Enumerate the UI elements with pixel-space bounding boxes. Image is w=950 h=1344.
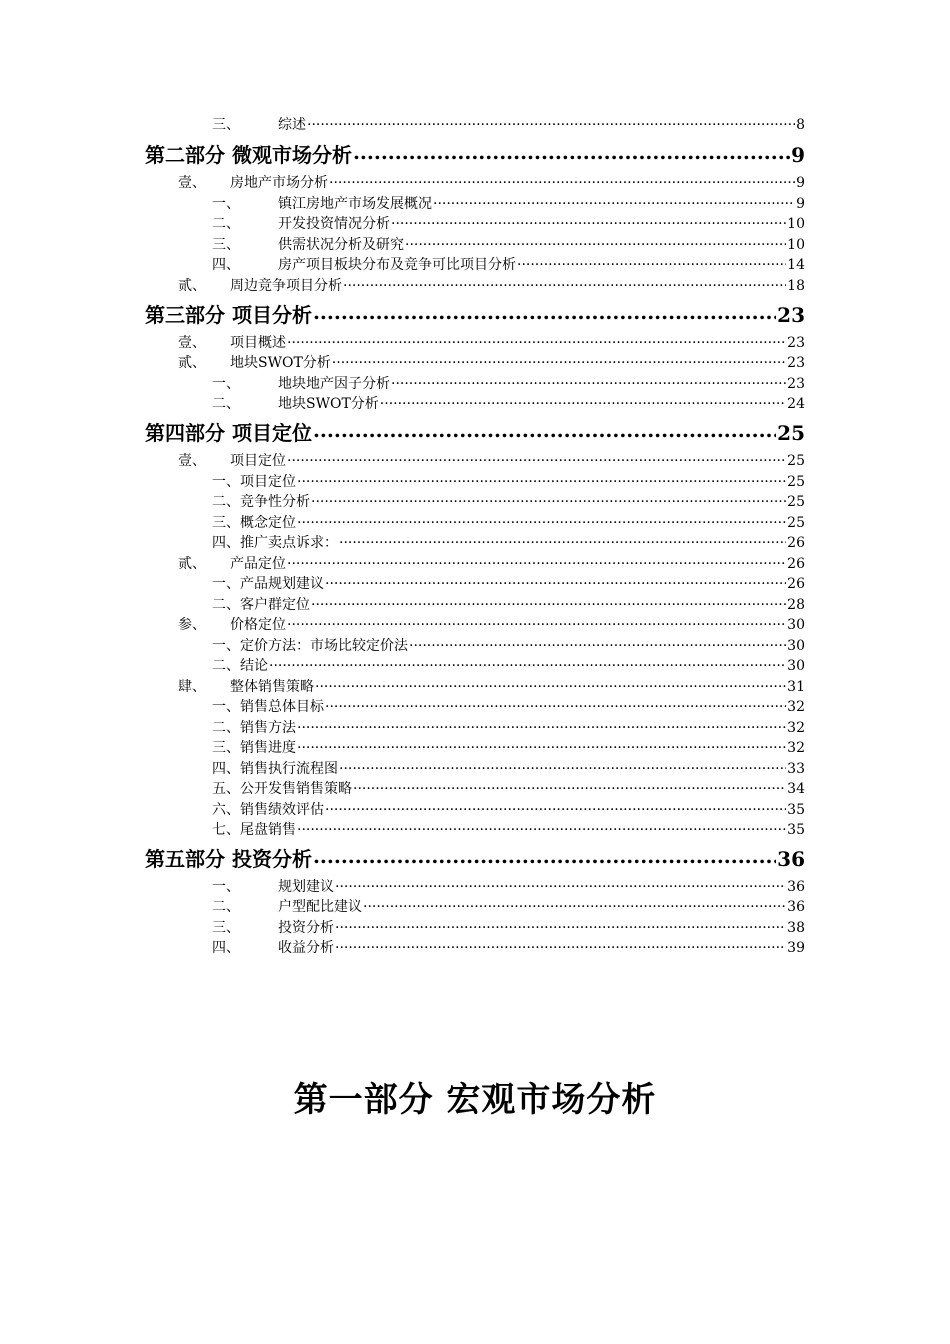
toc-text: 收益分析 — [278, 940, 334, 956]
toc-text: 一、销售总体目标 — [212, 699, 324, 715]
toc-entry[interactable] — [212, 255, 805, 275]
toc-page: 25 — [777, 421, 805, 445]
toc-text: 二、竞争性分析 — [212, 494, 310, 510]
toc-leader — [269, 656, 786, 670]
toc-page: 23 — [787, 355, 805, 371]
toc-page: 26 — [787, 576, 805, 592]
toc-leader — [353, 142, 790, 162]
toc-leader — [287, 451, 786, 465]
toc-text: 二、结论 — [212, 658, 268, 674]
toc-text: 第五部分 投资分析 — [145, 847, 312, 871]
toc-entry[interactable] — [178, 677, 805, 697]
toc-index: 贰、 — [178, 355, 206, 371]
toc-leader — [517, 255, 786, 269]
toc-text: 二、销售方法 — [212, 720, 296, 736]
toc-page: 35 — [787, 802, 805, 818]
toc-index: 二、 — [212, 899, 240, 915]
toc-entry[interactable] — [212, 115, 805, 135]
toc-index: 参、 — [178, 617, 206, 633]
toc-entry[interactable] — [178, 554, 805, 574]
toc-leader — [313, 420, 776, 440]
toc-page: 10 — [787, 216, 805, 232]
toc-page: 26 — [787, 556, 805, 572]
toc-text: 四、推广卖点诉求： — [212, 535, 338, 551]
toc-text: 二、客户群定位 — [212, 597, 310, 613]
toc-leader — [405, 235, 786, 249]
toc-index: 壹、 — [178, 175, 206, 191]
toc-page: 10 — [787, 237, 805, 253]
toc-leader — [409, 636, 786, 650]
toc-leader — [287, 554, 786, 568]
toc-text: 镇江房地产市场发展概况 — [278, 196, 432, 212]
toc-entry[interactable] — [212, 394, 805, 414]
toc-text: 投资分析 — [278, 920, 334, 936]
toc-leader — [329, 173, 795, 187]
toc-page: 9 — [791, 143, 805, 167]
toc-entry[interactable] — [178, 173, 805, 193]
toc-page: 24 — [787, 396, 805, 412]
toc-leader — [335, 918, 786, 932]
toc-text: 价格定位 — [230, 617, 286, 633]
toc-page: 26 — [787, 535, 805, 551]
toc-page: 36 — [787, 899, 805, 915]
toc-page: 34 — [787, 781, 805, 797]
toc-page: 23 — [787, 335, 805, 351]
toc-page: 14 — [787, 257, 805, 273]
toc-page: 36 — [777, 847, 805, 871]
toc-index: 一、 — [212, 376, 240, 392]
toc-index: 一、 — [212, 196, 240, 212]
toc-leader — [363, 897, 786, 911]
toc-leader — [287, 615, 786, 629]
toc-text: 房产项目板块分布及竞争可比项目分析 — [278, 257, 516, 273]
toc-leader — [313, 846, 776, 866]
toc-entry[interactable] — [212, 697, 805, 717]
toc-page: 9 — [796, 175, 805, 191]
toc-entry[interactable] — [212, 759, 805, 779]
toc-part-entry[interactable] — [145, 419, 805, 447]
toc-index: 四、 — [212, 257, 240, 273]
toc-page: 32 — [787, 720, 805, 736]
toc-entry[interactable] — [212, 636, 805, 656]
toc-leader — [325, 800, 786, 814]
toc-page: 25 — [787, 453, 805, 469]
toc-page: 18 — [787, 278, 805, 294]
toc-text: 三、概念定位 — [212, 515, 296, 531]
toc-text: 地块SWOT分析 — [230, 355, 331, 371]
toc-leader — [325, 697, 786, 711]
toc-leader — [339, 533, 786, 547]
toc-leader — [353, 779, 786, 793]
toc-leader — [297, 820, 786, 834]
toc-entry[interactable] — [212, 194, 805, 214]
toc-page: 25 — [787, 515, 805, 531]
toc-entry[interactable] — [212, 738, 805, 758]
toc-entry[interactable] — [212, 472, 805, 492]
toc-page: 9 — [796, 196, 805, 212]
toc-leader — [335, 877, 786, 891]
toc-page: 28 — [787, 597, 805, 613]
toc-text: 产品定位 — [230, 556, 286, 572]
toc-text: 第三部分 项目分析 — [145, 303, 312, 327]
toc-text: 项目概述 — [230, 335, 286, 351]
toc-page: 30 — [787, 638, 805, 654]
toc-text: 五、公开发售销售策略 — [212, 781, 352, 797]
toc-part-entry[interactable] — [145, 301, 805, 329]
toc-text: 周边竞争项目分析 — [230, 278, 342, 294]
toc-entry[interactable] — [212, 877, 805, 897]
toc-entry[interactable] — [212, 533, 805, 553]
toc-text: 一、项目定位 — [212, 474, 296, 490]
toc-index: 二、 — [212, 216, 240, 232]
toc-leader — [297, 513, 786, 527]
toc-entry[interactable] — [212, 938, 805, 958]
toc-text: 综述 — [278, 117, 306, 133]
toc-leader — [287, 333, 786, 347]
toc-entry[interactable] — [212, 820, 805, 840]
toc-text: 房地产市场分析 — [230, 175, 328, 191]
toc-page: 8 — [796, 117, 805, 133]
toc-leader — [391, 374, 786, 388]
toc-page: 23 — [777, 303, 805, 327]
toc-index: 三、 — [212, 920, 240, 936]
toc-index: 壹、 — [178, 335, 206, 351]
toc-index: 三、 — [212, 117, 240, 133]
toc-page: 25 — [787, 494, 805, 510]
toc-text: 开发投资情况分析 — [278, 216, 390, 232]
toc-leader — [339, 759, 786, 773]
toc-part-entry[interactable] — [145, 141, 805, 169]
toc-index: 一、 — [212, 879, 240, 895]
toc-part-entry[interactable] — [145, 845, 805, 873]
toc-entry[interactable] — [212, 800, 805, 820]
toc-entry[interactable] — [212, 595, 805, 615]
toc-leader — [311, 492, 786, 506]
toc-page: 30 — [787, 617, 805, 633]
toc-page: 30 — [787, 658, 805, 674]
toc-page: 36 — [787, 879, 805, 895]
toc-page: 25 — [787, 474, 805, 490]
toc-leader — [325, 574, 786, 588]
toc-index: 贰、 — [178, 556, 206, 572]
toc-entry[interactable] — [212, 235, 805, 255]
toc-text: 项目定位 — [230, 453, 286, 469]
toc-entry[interactable] — [178, 615, 805, 635]
toc-entry[interactable] — [212, 656, 805, 676]
toc-text: 地块SWOT分析 — [278, 396, 379, 412]
toc-leader — [297, 472, 786, 486]
toc-leader — [332, 353, 786, 367]
toc-text: 户型配比建议 — [278, 899, 362, 915]
toc-entry[interactable] — [212, 779, 805, 799]
toc-text: 四、销售执行流程图 — [212, 761, 338, 777]
toc-text: 第二部分 微观市场分析 — [145, 143, 352, 167]
toc-leader — [335, 938, 786, 952]
toc-leader — [311, 595, 786, 609]
toc-leader — [315, 677, 786, 691]
toc-index: 贰、 — [178, 278, 206, 294]
toc-entry[interactable] — [178, 451, 805, 471]
toc-text: 一、定价方法：市场比较定价法 — [212, 638, 408, 654]
toc-leader — [343, 276, 786, 290]
toc-entry[interactable] — [178, 276, 805, 296]
toc-text: 七、尾盘销售 — [212, 822, 296, 838]
toc-index: 壹、 — [178, 453, 206, 469]
toc-entry[interactable] — [212, 513, 805, 533]
toc-text: 三、销售进度 — [212, 740, 296, 756]
toc-leader — [297, 718, 786, 732]
toc-text: 第四部分 项目定位 — [145, 421, 312, 445]
toc-entry[interactable] — [212, 897, 805, 917]
toc-leader — [380, 394, 786, 408]
toc-entry[interactable] — [212, 918, 805, 938]
toc-index: 二、 — [212, 396, 240, 412]
toc-text: 整体销售策略 — [230, 679, 314, 695]
toc-entry[interactable] — [212, 374, 805, 394]
toc-entry[interactable] — [212, 492, 805, 512]
toc-entry[interactable] — [212, 718, 805, 738]
toc-text: 规划建议 — [278, 879, 334, 895]
toc-page: 32 — [787, 699, 805, 715]
toc-text: 一、产品规划建议 — [212, 576, 324, 592]
toc-index: 三、 — [212, 237, 240, 253]
toc-leader — [433, 194, 795, 208]
toc-page: 31 — [787, 679, 805, 695]
toc-leader — [391, 214, 786, 228]
toc-entry[interactable] — [212, 574, 805, 594]
toc-page: 32 — [787, 740, 805, 756]
toc-text: 地块地产因子分析 — [278, 376, 390, 392]
toc-page: 23 — [787, 376, 805, 392]
toc-entry[interactable] — [178, 333, 805, 353]
toc-page: 39 — [787, 940, 805, 956]
toc-leader — [297, 738, 786, 752]
toc-entry[interactable] — [178, 353, 805, 373]
toc-text: 供需状况分析及研究 — [278, 237, 404, 253]
toc-index: 肆、 — [178, 679, 206, 695]
toc-page: 38 — [787, 920, 805, 936]
toc-page: 35 — [787, 822, 805, 838]
toc-leader — [313, 302, 776, 322]
toc-index: 四、 — [212, 940, 240, 956]
toc-page: 33 — [787, 761, 805, 777]
toc-entry[interactable] — [212, 214, 805, 234]
toc-text: 六、销售绩效评估 — [212, 802, 324, 818]
section-title: 第一部分 宏观市场分析 — [293, 1080, 657, 1120]
toc-leader — [307, 115, 795, 129]
